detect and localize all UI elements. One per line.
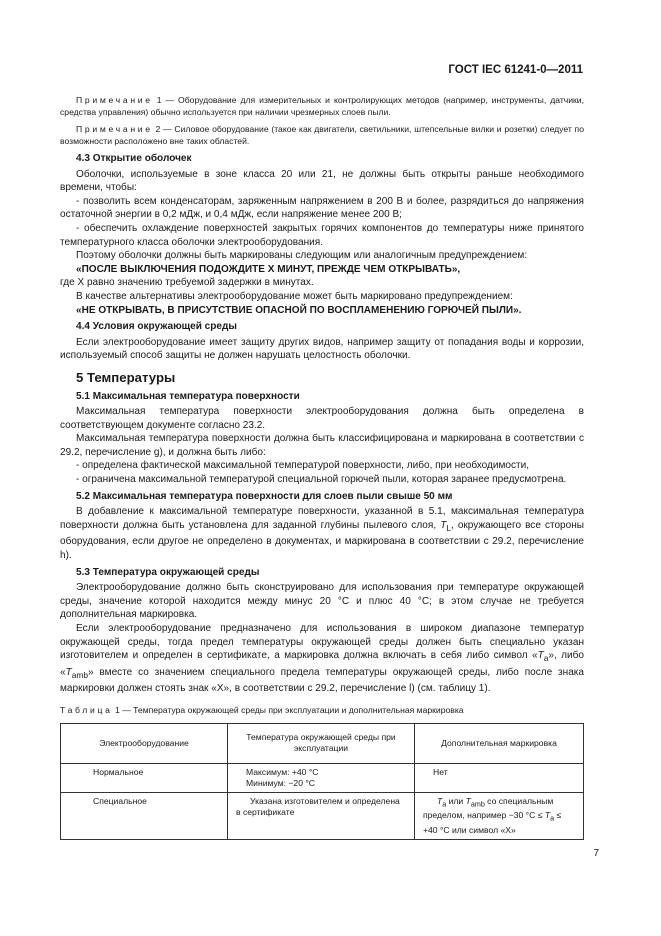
table-row: [61, 763, 584, 792]
note-lead: Примечание: [76, 95, 153, 105]
text-run: ≤ +40 °С или символ «Х»: [423, 810, 562, 835]
table-cell: Специальное: [61, 792, 228, 839]
subscript: amb: [71, 669, 88, 680]
section-5-2-title: 5.2 Максимальная температура поверхности для слоев пыли свыше 50 мм: [76, 490, 453, 502]
subscript: a: [543, 653, 549, 664]
paragraph: Максимальная температура поверхности электрооборудования должна быть определена в соответствующем документе согласно 23.2.: [60, 406, 584, 431]
table-cell: Нормальное: [61, 763, 228, 792]
warning-text: «НЕ ОТКРЫВАТЬ, В ПРИСУТСТВИЕ ОПАСНОЙ ПО ВОСПЛАМЕНЕНИЮ ГОРЮЧЕЙ ПЫЛИ».: [76, 304, 522, 316]
symbol: T: [465, 795, 471, 806]
table-cell: Указана изготовителем и определена в сертификате: [228, 792, 415, 839]
list-item: - позволить всем конденсаторам, заряженным напряжением в 200 В и более, разрядиться до напряжения остаточной энергии в 0,2 мДж, и 0,4 мДж, если напряжение менее 200 В;: [60, 195, 584, 221]
paragraph: Если электрооборудование имеет защиту других видов, например защиту от попадания воды и коррозии, используемый способ защиты не должен нарушать целостность оболочки.: [60, 336, 584, 362]
paragraph: В качестве альтернативы электрооборудование может быть маркировано предупреждением:: [76, 290, 513, 302]
section-5-3-title: 5.3 Температура окружающей среды: [76, 566, 260, 578]
note-text: 2 — Силовое оборудование (такое как двигатели, светильники, штепсельные вилки и розетки) следует по возможности расположено вне таких областей.: [60, 124, 584, 146]
section-4-3-title: 4.3 Открытие оболочек: [76, 153, 192, 164]
note-2: [60, 123, 584, 147]
symbol: T: [440, 519, 447, 531]
page-number: 7: [593, 848, 599, 859]
caption-text: 1 — Температура окружающей среды при эксплуатации и дополнительная маркировка: [112, 704, 464, 715]
note-text: 1 — Оборудование для измерительных и контролирующих методов (например, инструменты, датчики, средства управления) обычно используется при наличии чрезмерных слоев пыли.: [60, 95, 584, 117]
note-lead: Примечание: [76, 124, 153, 134]
symbol: T: [537, 650, 544, 662]
page-content: [60, 94, 584, 840]
text-run: Если электрооборудование предназначено для использования в широком диапазоне температур окружающей среды, тогда предел температуры окружающей среды должен быть специально указан изготовителем и определен в сертификате, а маркировка должна включать в себя либо символ «: [60, 623, 584, 662]
table-cell: [228, 763, 415, 792]
subscript: a: [550, 815, 555, 823]
text-run: » вместе со значением специального предела температуры окружающей среды, либо после знака маркировки должен стоять знак «Х», в соответствии с 29.2, перечисление l) (см. таблицу 1).: [60, 666, 584, 695]
symbol: T: [65, 666, 72, 678]
paragraph: Поэтому оболочки должны быть маркированы следующим или аналогичным предупреждением:: [76, 250, 528, 262]
warning-text: «ПОСЛЕ ВЫКЛЮЧЕНИЯ ПОДОЖДИТЕ Х МИНУТ, ПРЕЖДЕ ЧЕМ ОТКРЫВАТЬ»,: [76, 263, 461, 275]
text-run: , окружающего все стороны оборудования, если другое не определено в документах, и маркирована в соответствии с 29.2, перечисление h).: [60, 519, 585, 562]
text-run: со специальным пределом, например −30 °С ≤: [423, 795, 554, 821]
symbol: T: [544, 810, 551, 821]
note-1: [60, 94, 584, 118]
table-header-cell: Дополнительная маркировка: [415, 723, 584, 763]
table-row: [61, 792, 584, 839]
table-cell: Нет: [415, 763, 584, 792]
paragraph: Максимальная температура поверхности должна быть классифицирована и маркирована в соответствии с 29.2, перечисление g), и должна быть либо:: [60, 433, 584, 458]
cell-line: Минимум: −20 °С: [246, 777, 316, 788]
paragraph: Оболочки, используемые в зоне класса 20 или 21, не должны быть открыты раньше необходимого времени, чтобы:: [60, 168, 584, 194]
caption-lead: Таблица: [60, 704, 113, 715]
text-run: В добавление к максимальной температуре поверхности, указанной в 5.1, максимальная температура поверхности должна быть установлена для заданной глубины пылевого слоя,: [60, 506, 584, 531]
section-5-title: 5 Температуры: [76, 369, 176, 385]
text-run: или: [446, 795, 466, 806]
subscript: L: [446, 522, 451, 533]
list-item: - ограничена максимальной температурой специальной горючей пыли, которая заранее предусмотрена.: [76, 474, 567, 486]
standard-header: ГОСТ IEC 61241-0—2011: [448, 64, 583, 76]
cell-line: Максимум: +40 °С: [246, 766, 319, 777]
text-run: », либо «: [60, 650, 584, 678]
symbol: T: [437, 795, 443, 806]
paragraph: [60, 622, 584, 696]
list-item: - обеспечить охлаждение поверхностей закрытых горячих компонентов до температуры ниже принятого температурного класса оболочки электрооборудования.: [60, 222, 584, 248]
paragraph: [60, 505, 584, 562]
list-item: - определена фактической максимальной температурой поверхности, либо, при необходимости,: [76, 460, 530, 472]
paragraph: где Х равно значению требуемой задержки в минутах.: [60, 277, 314, 289]
subscript: amb: [470, 800, 485, 809]
section-4-4-title: 4.4 Условия окружающей среды: [76, 321, 237, 333]
section-5-1-title: 5.1 Максимальная температура поверхности: [76, 390, 300, 402]
paragraph: Электрооборудование должно быть сконструировано для использования при температуре окружающей среды, значение которой находится между минус 20 °С и плюс 40 °С; в этом случае не требуется дополнительная маркировка.: [60, 582, 584, 621]
subscript: a: [442, 800, 447, 809]
table-header-row: [61, 723, 584, 763]
table-header-cell: Температура окружающей среды при эксплуатации: [228, 723, 415, 763]
temperature-table: [60, 723, 584, 840]
table-cell: [415, 792, 584, 839]
table-header-cell: Электрооборудование: [61, 723, 228, 763]
table-caption: [60, 704, 584, 718]
